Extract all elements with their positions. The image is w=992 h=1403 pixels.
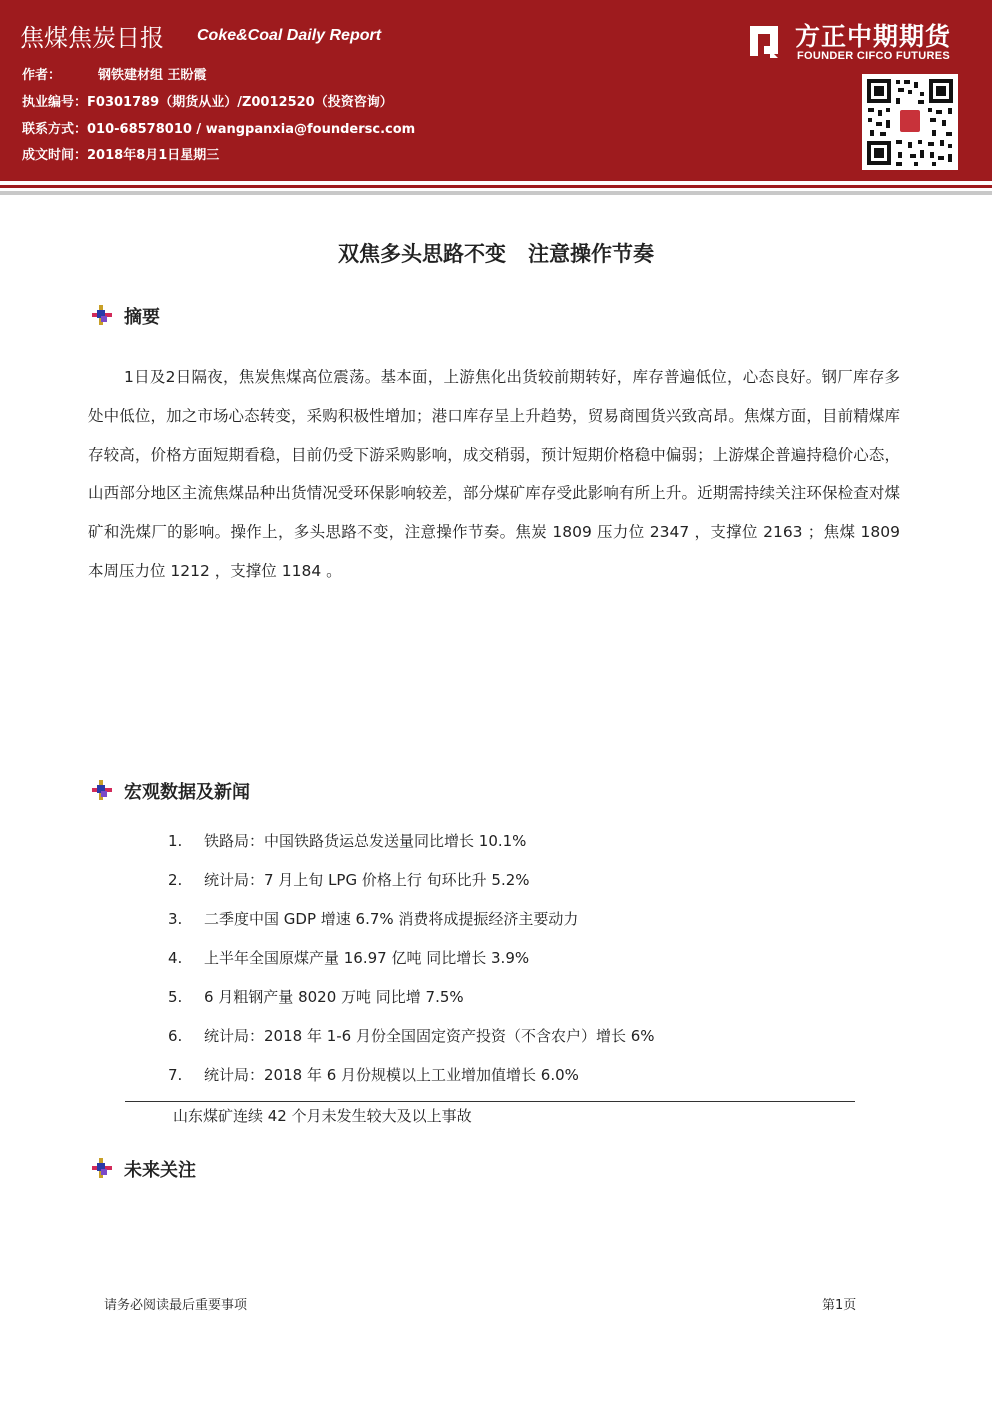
license-label: 执业编号： [22,95,88,110]
list-item: 4. 上半年全国原煤产量 16.97 亿吨 同比增长 3.9% [168,949,530,967]
page-number: 第1页 [822,1298,857,1313]
news-text: 6 月粗钢产量 8020 万吨 同比增 7.5% [204,988,464,1006]
future-heading: 未来关注 [124,1160,196,1181]
news-text: 铁路局：中国铁路货运总发送量同比增长 10.1% [204,832,527,850]
license-row [22,91,393,110]
founder-logo-icon [744,22,782,60]
date-label: 成文时间： [22,148,88,163]
document-title-part2: 注意操作节奏 [527,242,654,266]
macro-heading: 宏观数据及新闻 [124,782,250,803]
header-divider [0,181,992,195]
macro-news-list [168,826,655,1099]
news-text: 二季度中国 GDP 增速 6.7% 消费将成提振经济主要动力 [204,910,579,928]
divider-line [125,1101,855,1102]
news-text: 统计局：7 月上旬 LPG 价格上行 旬环比升 5.2% [204,871,530,889]
author-row [22,64,207,83]
document-title-part1: 双焦多头思路不变 [338,242,507,266]
contact-row [22,118,415,137]
list-item: 2. 统计局：7 月上旬 LPG 价格上行 旬环比升 5.2% [168,871,530,889]
document-title [0,238,992,268]
contact-value: 010-68578010 / wangpanxia@foundersc.com [87,122,416,137]
section-bullet-icon [92,1158,112,1178]
date-value: 2018年8月1日星期三 [87,148,220,163]
contact-label: 联系方式： [22,122,88,137]
list-item: 5. 6 月粗钢产量 8020 万吨 同比增 7.5% [168,988,464,1006]
summary-paragraph: 1日及2日隔夜，焦炭焦煤高位震荡。基本面，上游焦化出货较前期转好，库存普遍低位，心态良好。钢厂库存多处中低位，加之市场心态转变，采购积极性增加；港口库存呈上升趋势，贸易商囤货兴致高昂。焦煤方面，目前精煤库存较高，价格方面短期看稳，目前仍受下游采购影响，成交稍弱，预计短期价格稳中偏弱；上游煤企普遍持稳价心态，山西部分地区主流焦煤品种出货情况受环保影响较差，部分煤矿库存受此影响有所上升。近期需持续关注环保检查对煤矿和洗煤厂的影响。操作上，多头思路不变，注意操作节奏。焦炭 1809 压力位 2347 ，支撑位 2163 ；焦煤 1809 本周压力位 1212 ，支撑位 1184 。 [88,368,900,580]
list-item: 3. 二季度中国 GDP 增速 6.7% 消费将成提振经济主要动力 [168,910,579,928]
logo-text-cn: 方正中期期货 [795,22,952,51]
summary-heading: 摘要 [124,307,160,328]
license-value: F0301789（期货从业）/Z0012520（投资咨询） [87,95,393,110]
list-item: 7. 统计局：2018 年 6 月份规模以上工业增加值增长 6.0% [168,1066,579,1084]
list-item: 6. 统计局：2018 年 1-6 月份全国固定资产投资（不含农户）增长 6% [168,1027,655,1045]
section-bullet-icon [92,780,112,800]
news-text: 上半年全国原煤产量 16.97 亿吨 同比增长 3.9% [204,949,530,967]
extra-news-text: 山东煤矿连续 42 个月未发生较大及以上事故 [173,1107,472,1125]
report-title-cn: 焦煤焦炭日报 [20,24,164,52]
report-header [0,0,992,181]
logo-text-en: FOUNDER CIFCO FUTURES [797,50,950,62]
footer-notice: 请务必阅读最后重要事项 [104,1298,248,1313]
author-label: 作者： [22,68,62,83]
date-row [22,144,219,163]
news-text: 统计局：2018 年 1-6 月份全国固定资产投资（不含农户）增长 6% [204,1027,655,1045]
report-title-en: Coke&Coal Daily Report [197,27,382,44]
author-value: 钢铁建材组 王盼霞 [98,68,207,83]
section-bullet-icon [92,305,112,325]
list-item: 1. 铁路局：中国铁路货运总发送量同比增长 10.1% [168,832,527,850]
news-text: 统计局：2018 年 6 月份规模以上工业增加值增长 6.0% [204,1066,579,1084]
qr-code-icon [862,74,958,170]
